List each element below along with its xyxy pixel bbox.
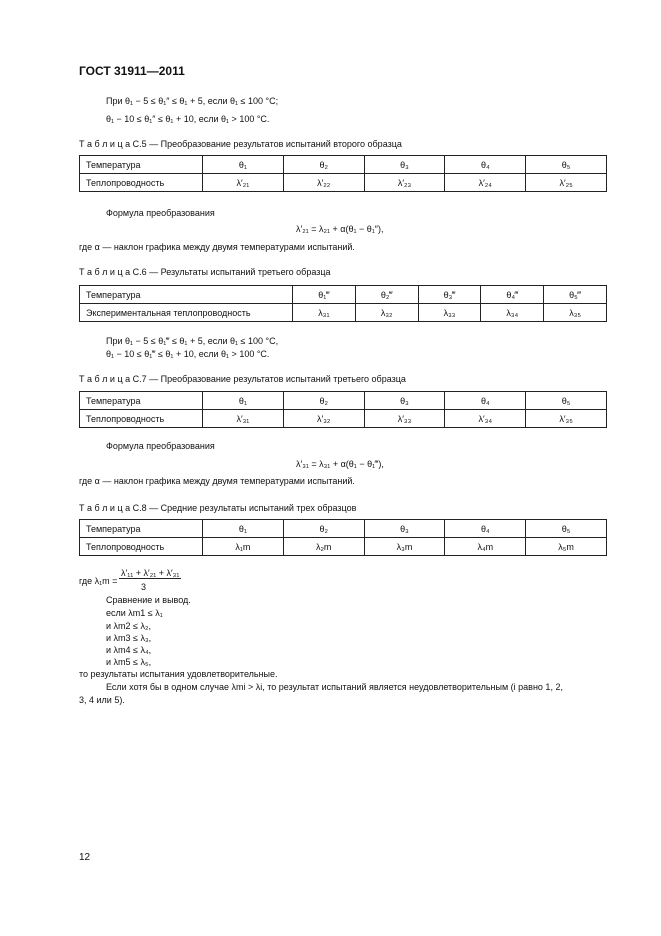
table-cell: θ₁: [203, 392, 284, 410]
formula-note: где α — наклон графика между двумя температурами испытаний.: [79, 242, 355, 252]
result-line: то результаты испытания удовлетворительные.: [79, 669, 278, 679]
table-cell: θ₄‴: [481, 286, 544, 304]
table-cell: θ₃: [364, 520, 445, 538]
table-cell: λ′₂₃: [364, 174, 445, 192]
document-header: ГОСТ 31911—2011: [79, 64, 185, 78]
table-cell: λ′₂₁: [203, 174, 284, 192]
table-row: [80, 156, 607, 174]
condition-line: θ₁ − 10 ≤ θ₁″ ≤ θ₁ + 10, если θ₁ > 100 °С.: [106, 114, 270, 124]
final-paragraph-line: Если хотя бы в одном случае λmi > λi, то результат испытаний является неудовлетворительным (i равно 1, 2,: [106, 682, 563, 692]
table-cell: λ₃₄: [481, 304, 544, 322]
table-cell: λ′₂₅: [526, 174, 607, 192]
table-cell: θ₅‴: [544, 286, 607, 304]
table-cell: θ₁: [203, 520, 284, 538]
table-row: [80, 410, 607, 428]
table-cell: λ₂m: [283, 538, 364, 556]
table-cell: θ₅: [526, 392, 607, 410]
final-paragraph-line: 3, 4 или 5).: [79, 695, 125, 705]
condition-line: θ₁ − 10 ≤ θ₁‴ ≤ θ₁ + 10, если θ₁ > 100 °С.: [106, 349, 270, 359]
table-c8: [79, 519, 607, 556]
conclusion-line: Сравнение и вывод.: [106, 595, 191, 605]
table-cell: λ₃₁: [293, 304, 356, 322]
condition-line: При θ₁ − 5 ≤ θ₁‴ ≤ θ₁ + 5, если θ₁ ≤ 100 °С,: [106, 336, 279, 346]
table-cell: θ₁: [203, 156, 284, 174]
table-row: [80, 538, 607, 556]
table-cell: θ₃‴: [418, 286, 481, 304]
formula-title: Формула преобразования: [106, 208, 215, 218]
table-row: [80, 392, 607, 410]
table-cell: θ₁‴: [293, 286, 356, 304]
table-cell: θ₃: [364, 392, 445, 410]
table-cell: λ₃m: [364, 538, 445, 556]
row-label: Экспериментальная теплопроводность: [80, 304, 293, 322]
condition-line: При θ₁ − 5 ≤ θ₁″ ≤ θ₁ + 5, если θ₁ ≤ 100 °С;: [106, 96, 279, 106]
table-row: [80, 520, 607, 538]
table-cell: θ₅: [526, 520, 607, 538]
row-label: Температура: [80, 286, 293, 304]
table-caption-c8: Т а б л и ц а С.8 — Средние результаты испытаний трех образцов: [79, 503, 357, 513]
table-cell: θ₅: [526, 156, 607, 174]
table-cell: λ₄m: [445, 538, 526, 556]
table-cell: θ₃: [364, 156, 445, 174]
row-label: Теплопроводность: [80, 538, 203, 556]
page-number: 12: [79, 852, 91, 863]
formula-note: где α — наклон графика между двумя температурами испытаний.: [79, 476, 355, 486]
table-cell: λ₃₅: [544, 304, 607, 322]
conclusion-line: и λm2 ≤ λ₂,: [106, 621, 151, 631]
table-cell: λ′₃₅: [526, 410, 607, 428]
row-label: Температура: [80, 520, 203, 538]
table-cell: λ′₂₂: [283, 174, 364, 192]
table-cell: λ′₃₁: [203, 410, 284, 428]
formula-title: Формула преобразования: [106, 441, 215, 451]
table-cell: θ₄: [445, 156, 526, 174]
table-c7: [79, 391, 607, 428]
table-row: [80, 304, 607, 322]
table-cell: θ₄: [445, 392, 526, 410]
table-cell: θ₂: [283, 520, 364, 538]
table-row: [80, 286, 607, 304]
conclusion-line: если λm1 ≤ λ₁: [106, 608, 163, 618]
table-cell: θ₂: [283, 156, 364, 174]
row-label: Теплопроводность: [80, 174, 203, 192]
table-caption-c7: Т а б л и ц а С.7 — Преобразование результатов испытаний третьего образца: [79, 374, 406, 384]
formula: λ′₃₁ = λ₃₁ + α(θ₁ − θ₁‴),: [296, 459, 384, 469]
table-cell: λ₁m: [203, 538, 284, 556]
table-cell: λ′₃₃: [364, 410, 445, 428]
table-cell: θ₄: [445, 520, 526, 538]
table-c6: [79, 285, 607, 322]
table-cell: θ₂‴: [355, 286, 418, 304]
table-row: [80, 174, 607, 192]
table-cell: λ′₃₂: [283, 410, 364, 428]
table-cell: λ′₃₄: [445, 410, 526, 428]
row-label: Температура: [80, 392, 203, 410]
table-cell: θ₂: [283, 392, 364, 410]
mean-formula-lhs: где λ₁m =: [79, 576, 118, 586]
table-cell: λ′₂₄: [445, 174, 526, 192]
table-caption-c5: Т а б л и ц а С.5 — Преобразование результатов испытаний второго образца: [79, 139, 402, 149]
table-cell: λ₃₂: [355, 304, 418, 322]
table-c5: [79, 155, 607, 192]
table-cell: λ₅m: [526, 538, 607, 556]
conclusion-line: и λm3 ≤ λ₃,: [106, 633, 152, 643]
formula: λ′₂₁ = λ₂₁ + α(θ₁ − θ₁″),: [296, 224, 384, 234]
table-cell: λ₃₃: [418, 304, 481, 322]
conclusion-line: и λm4 ≤ λ₄,: [106, 645, 152, 655]
row-label: Теплопроводность: [80, 410, 203, 428]
row-label: Температура: [80, 156, 203, 174]
conclusion-line: и λm5 ≤ λ₅,: [106, 657, 152, 667]
mean-formula-numerator: λ′₁₁ + λ′₂₁ + λ′₃₁: [121, 568, 180, 578]
mean-formula-denominator: 3: [141, 582, 147, 592]
table-caption-c6: Т а б л и ц а С.6 — Результаты испытаний третьего образца: [79, 267, 331, 277]
